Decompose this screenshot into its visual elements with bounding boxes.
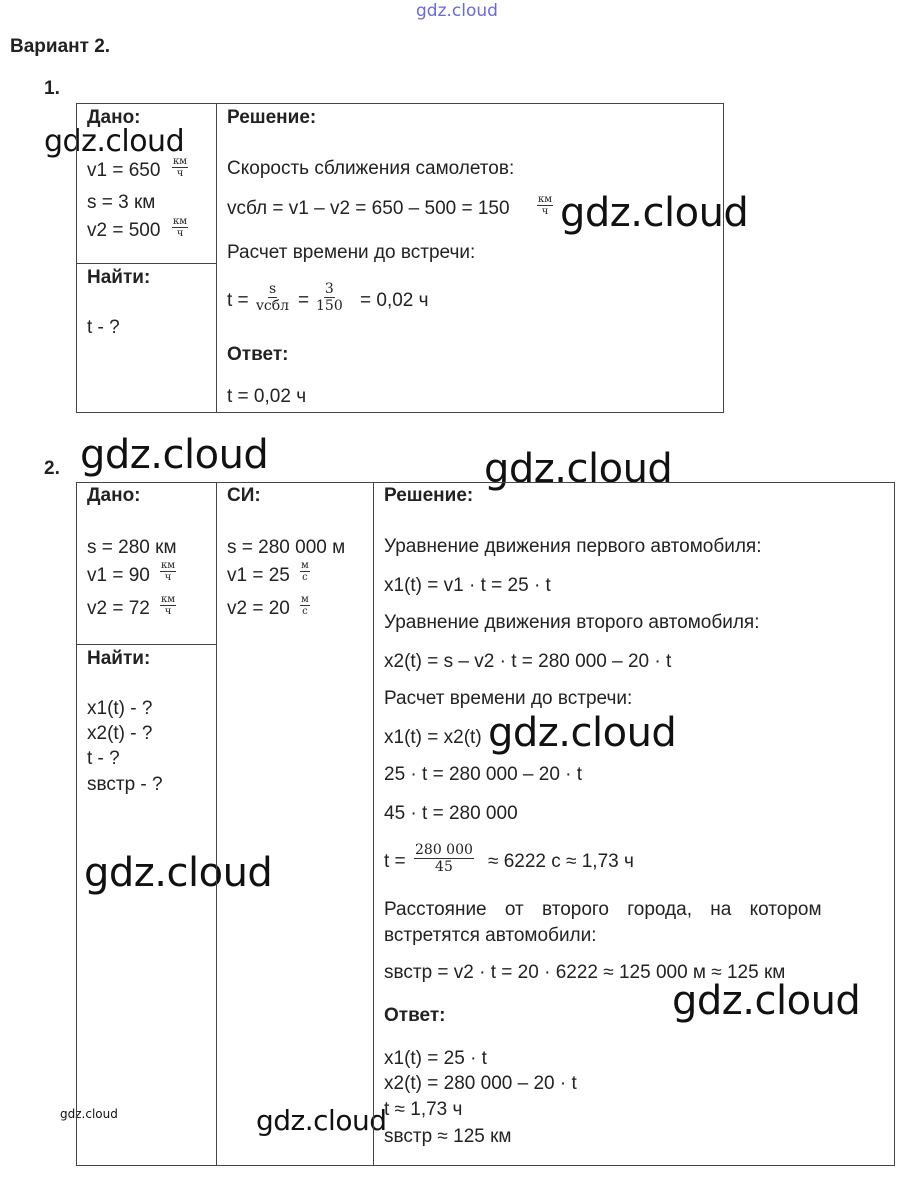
p2-answer-x1: x1(t) = 25 · t	[384, 1048, 487, 1069]
p2-si-v1: v1 = 25	[227, 565, 290, 586]
p2-eq3: x1(t) = x2(t)	[384, 727, 482, 748]
p1-approach-unit: км ч	[538, 194, 553, 217]
p1-answer-header: Ответ:	[227, 344, 289, 365]
p2-si-v2-unit: м с	[301, 594, 309, 617]
problem-1-number: 1.	[44, 78, 60, 99]
p2-given-s: s = 280 км	[87, 537, 177, 558]
p1-time-label: Расчет времени до встречи:	[227, 242, 476, 263]
p1-v2-unit: км ч	[173, 216, 188, 239]
watermark: gdz.cloud	[256, 1104, 387, 1137]
p2-eq1-label: Уравнение движения первого автомобиля:	[384, 536, 762, 557]
p2-si-v2: v2 = 20	[227, 598, 290, 619]
p2-eq4: 25 · t = 280 000 – 20 · t	[384, 764, 583, 785]
p2-given-v2: v2 = 72	[87, 598, 150, 619]
p2-find-header: Найти:	[87, 648, 151, 669]
p2-answer-header: Ответ:	[384, 1005, 446, 1026]
p1-approach-label: Скорость сближения самолетов:	[227, 158, 515, 179]
p2-si-v1-unit: м с	[301, 560, 309, 583]
p1-t-result: = 0,02 ч	[360, 290, 429, 311]
p2-dist-label-2: встретятся автомобили:	[384, 925, 597, 946]
p2-find-t: t - ?	[87, 748, 120, 769]
p2-answer-s: sвстр ≈ 125 км	[384, 1126, 512, 1147]
p2-v2-unit: км ч	[161, 594, 176, 617]
p2-si-s: s = 280 000 м	[227, 537, 346, 558]
p1-given-v1: v1 = 650	[87, 160, 161, 181]
p2-eq2-label: Уравнение движения второго автомобиля:	[384, 612, 760, 633]
p2-si-header: СИ:	[227, 485, 261, 506]
p1-eq-sign: =	[298, 290, 310, 311]
watermark: gdz.cloud	[488, 710, 677, 756]
p2-answer-t: t ≈ 1,73 ч	[384, 1099, 463, 1120]
p2-t-eq: t =	[384, 851, 406, 872]
p1-find-header: Найти:	[87, 267, 151, 288]
p2-find-x2: x2(t) - ?	[87, 723, 153, 744]
problem-2-number: 2.	[44, 458, 60, 479]
p2-given-v1: v1 = 90	[87, 565, 150, 586]
p1-find-t: t - ?	[87, 317, 120, 338]
watermark: gdz.cloud	[44, 124, 185, 159]
p2-v1-unit: км ч	[161, 560, 176, 583]
p1-answer: t = 0,02 ч	[227, 386, 307, 407]
p1-t-eq: t =	[227, 290, 249, 311]
p2-given-header: Дано:	[87, 485, 141, 506]
watermark: gdz.cloud	[60, 1107, 118, 1121]
p1-fraction-3-over-150: $\frac{3}{150}$	[316, 281, 343, 314]
watermark: gdz.cloud	[672, 978, 861, 1024]
p1-fraction-s-over-v: s vсбл	[256, 281, 290, 314]
p2-fraction-280000-over-45: $\frac{280 000}{45}$	[415, 842, 473, 875]
p2-find-x1: x1(t) - ?	[87, 698, 153, 719]
watermark: gdz.cloud	[484, 446, 673, 492]
p2-eq1: x1(t) = v1 · t = 25 · t	[384, 575, 551, 596]
p1-solution-header: Решение:	[227, 107, 317, 128]
p2-dist-label-1: Расстояние от второго города, на котором	[384, 899, 822, 920]
watermark: gdz.cloud	[80, 432, 269, 478]
p2-answer-x2: x2(t) = 280 000 – 20 · t	[384, 1073, 577, 1094]
p2-eq2: x2(t) = s – v2 · t = 280 000 – 20 · t	[384, 651, 672, 672]
p2-eq5: 45 · t = 280 000	[384, 803, 518, 824]
p1-given-v2: v2 = 500	[87, 220, 161, 241]
p2-time-label: Расчет времени до встречи:	[384, 688, 633, 709]
p1-approach-formula: vсбл = v1 – v2 = 650 – 500 = 150	[227, 198, 510, 219]
p1-given-s: s = 3 км	[87, 192, 156, 213]
watermark-top: gdz.cloud	[416, 1, 498, 21]
p2-t-result: ≈ 6222 с ≈ 1,73 ч	[488, 851, 634, 872]
page-title: Вариант 2.	[10, 36, 111, 57]
watermark: gdz.cloud	[560, 190, 749, 236]
p2-dist-eq: sвстр = v2 · t = 20 · 6222 ≈ 125 000 м ≈ 125 км	[384, 962, 786, 983]
p2-solution-header: Решение:	[384, 485, 474, 506]
p1-v1-unit: км ч	[173, 156, 188, 179]
p1-given-header: Дано:	[87, 107, 141, 128]
watermark: gdz.cloud	[84, 850, 273, 896]
p2-find-s: sвстр - ?	[87, 774, 163, 795]
